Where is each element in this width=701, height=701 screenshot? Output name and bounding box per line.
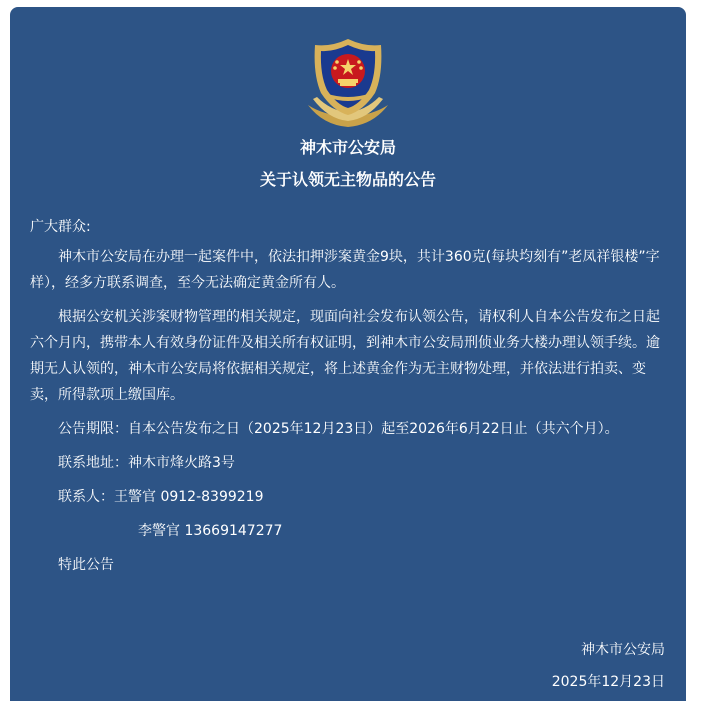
notice-org-title: 神木市公安局	[299, 138, 396, 157]
paragraph-procedure: 根据公安机关涉案财物管理的相关规定，现面向社会发布认领公告，请权利人自本公告发布之日起六个月内，携带本人有效身份证件及相关所有权证明，到神木市公安局刑侦业务大楼办理认领手续。逾期无人认领的，神木市公安局将依据相关规定，将上述黄金作为无主财物处理，并依法进行拍卖、变卖，所得款项上缴国库。	[30, 309, 660, 403]
greeting: 广大群众:	[30, 219, 91, 235]
contact-person-2: 李警官 13669147277	[138, 523, 283, 539]
notice-card	[10, 7, 686, 701]
notice-main-title: 关于认领无主物品的公告	[259, 170, 436, 189]
footer-org: 神木市公安局	[581, 642, 665, 658]
police-emblem-icon	[303, 35, 393, 129]
paragraph-case: 神木市公安局在办理一起案件中，依法扣押涉案黄金9块，共计360克(每块均刻有”老凤祥银楼”字样），经多方联系调查，至今无法确定黄金所有人。	[30, 249, 660, 291]
contact-person-1: 联系人：王警官 0912-8399219	[58, 489, 264, 505]
closing-text: 特此公告	[58, 557, 114, 573]
notice-body	[30, 214, 666, 586]
paragraph-period: 公告期限：自本公告发布之日（2025年12月23日）起至2026年6月22日止（共六个月）。	[58, 421, 619, 437]
contact-address: 联系地址：神木市烽火路3号	[58, 455, 235, 471]
footer-date: 2025年12月23日	[551, 674, 665, 690]
